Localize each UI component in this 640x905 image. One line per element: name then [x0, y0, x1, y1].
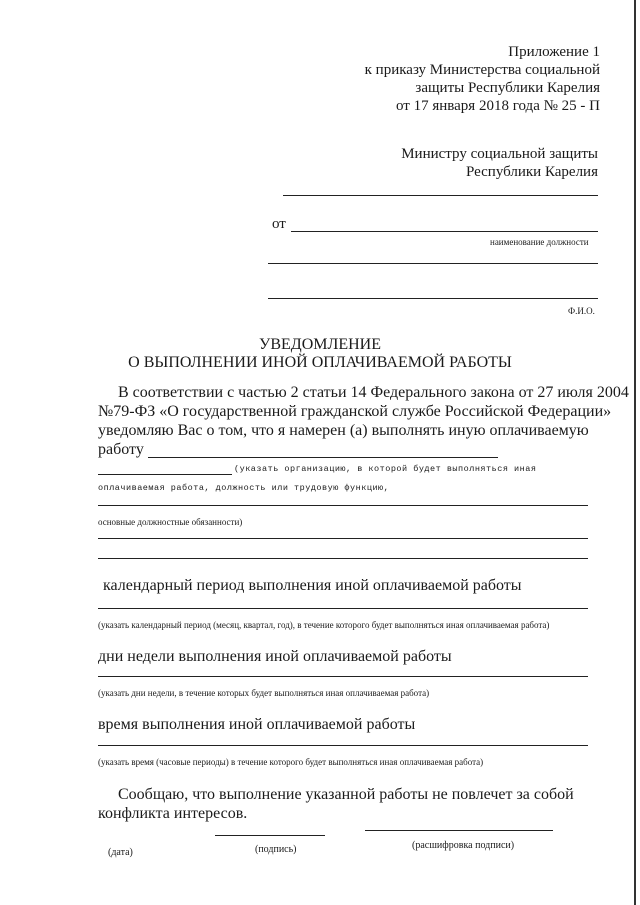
position-line-2 [268, 263, 598, 264]
time-label: время выполнения иной оплачиваемой работы [98, 716, 416, 733]
function-line [98, 505, 588, 506]
body-line-4: работу [98, 441, 144, 458]
period-label: календарный период выполнения иной оплачиваемой работы [103, 577, 522, 594]
decoding-hint: (расшифровка подписи) [412, 840, 515, 851]
position-function-hint: оплачиваемая работа, должность или трудовую функцию, [98, 483, 390, 493]
order-reference: к приказу Министерства социальной [364, 62, 600, 78]
days-label: дни недели выполнения иной оплачиваемой работы [98, 648, 452, 665]
period-hint: (указать календарный период (месяц, квартал, год), в течение которого будет выполняться иная оплачиваемая работа) [98, 620, 550, 630]
duties-hint: основные должностные обязанности) [98, 517, 243, 527]
fio-hint: Ф.И.О. [568, 306, 595, 316]
date-hint: (дата) [108, 847, 133, 858]
addressee-minister: Министру социальной защиты [401, 146, 598, 162]
closing-line-1: Сообщаю, что выполнение указанной работы не повлечет за собой [118, 786, 574, 803]
organization-hint: (указать организацию, в которой будет выполняться иная [234, 464, 537, 474]
order-ministry: защиты Республики Карелия [415, 80, 600, 96]
days-hint: (указать дни недели, в течение которых будет выполняться иная оплачиваемая работа) [98, 688, 430, 698]
signature-line [215, 835, 325, 836]
body-line-3: уведомляю Вас о том, что я намерен (а) выполнять иную оплачиваемую [98, 422, 589, 439]
body-line-1: В соответствии с частью 2 статьи 14 Федерального закона от 27 июля 2004 [118, 384, 629, 401]
signature-hint: (подпись) [255, 844, 297, 855]
addressee-blank-line [283, 195, 598, 196]
page-edge-divider [634, 0, 636, 905]
period-line [98, 608, 588, 609]
duties-line-1 [98, 538, 588, 539]
order-date-number: от 17 января 2018 года № 25 - П [395, 98, 600, 114]
fio-line [268, 298, 598, 299]
time-line [98, 745, 588, 746]
decoding-line [365, 830, 553, 831]
work-line [148, 457, 498, 458]
appendix-label: Приложение 1 [508, 44, 600, 60]
closing-line-2: конфликта интересов. [98, 805, 248, 822]
addressee-republic: Республики Карелия [465, 164, 598, 180]
body-line-2: №79-ФЗ «О государственной гражданской службе Российской Федерации» [98, 403, 612, 420]
duties-line-2 [98, 558, 588, 559]
days-line [98, 676, 588, 677]
document-title: УВЕДОМЛЕНИЕ [259, 336, 381, 353]
document-subtitle: О ВЫПОЛНЕНИИ ИНОЙ ОПЛАЧИВАЕМОЙ РАБОТЫ [128, 354, 512, 371]
from-label: от [272, 216, 286, 232]
time-hint: (указать время (часовые периоды) в течение которого будет выполняться иная оплачиваемая работа) [98, 757, 484, 767]
position-hint: наименование должности [490, 237, 589, 247]
organization-line [98, 474, 232, 475]
from-position-line [291, 231, 598, 232]
